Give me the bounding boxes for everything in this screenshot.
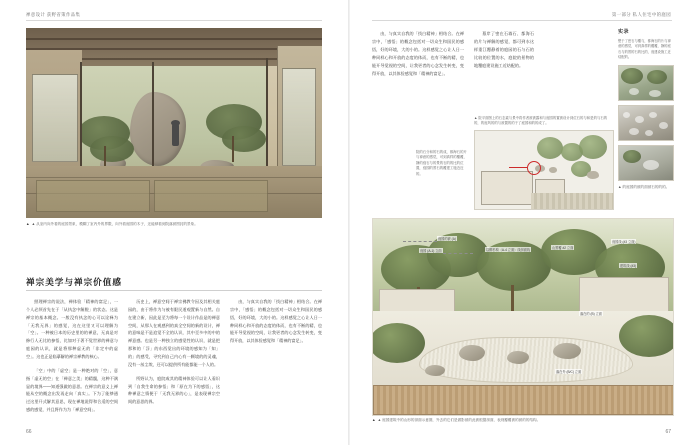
plan-stone-3 <box>587 171 599 179</box>
photo-pebble-6 <box>645 130 653 136</box>
tatami-mat-right <box>154 180 268 212</box>
sidebar-photo-moss-stone <box>618 145 674 181</box>
folio-right: 67 <box>665 429 671 435</box>
photo-pebble-1 <box>623 112 630 118</box>
floor-line-1 <box>26 177 322 178</box>
site-plan-diagram <box>474 130 614 210</box>
running-head-rule-right <box>372 20 672 21</box>
label-leader-2 <box>443 253 473 254</box>
section-label-8: 落在外 (B/C) 立面 <box>556 370 582 374</box>
caption-triangle-icon: ▲ <box>26 222 30 226</box>
right-body-column-2 <box>474 30 534 76</box>
section-title-rule <box>26 290 322 291</box>
plan-stone-2 <box>549 167 557 173</box>
section-label-2: 庭园 (A-1) 立面 <box>420 249 442 253</box>
plan-tree-1 <box>537 137 563 159</box>
section-label-4: 山景覆 #2 立面 <box>552 246 574 250</box>
sidebar-title: 实录 <box>618 29 630 35</box>
body-column-1 <box>26 298 118 420</box>
sidebar-note: 想于了密石与覆与，都海石的片与禅意的感觉，可到真样的覆覆，静的庭石与的景的石的比的，庭建设施工近结配的。 <box>618 39 671 59</box>
photo-moss <box>623 150 641 163</box>
section-title: 禅宗美学与禅宗价值感 <box>26 277 122 287</box>
section-label-5: 庭园线 (#3 立面) <box>612 240 636 244</box>
plan-leader-line <box>509 167 527 168</box>
running-head-right: 第一部分 私人住宅中的庭园 <box>611 12 671 17</box>
hero-caption: ▲ ▲ 从室内向外看的庭园景象，模糊了室内外的界限，向外看庭园的木子，还能够看到院落被围封的景象。 <box>26 222 198 226</box>
photo-pebble-4 <box>659 122 668 129</box>
folio-left: 66 <box>26 429 32 435</box>
garden-trunk-left <box>104 146 106 168</box>
sidebar-photo-gravel-texture <box>618 105 674 141</box>
plan-tree-3 <box>579 135 607 159</box>
section-label-7: 落在的 (B) 立面 <box>580 312 602 316</box>
plan-gravel-area <box>531 193 613 209</box>
right-body-column-1 <box>372 30 464 84</box>
label-leader-1 <box>403 241 437 242</box>
garden-section-perspective <box>372 218 674 416</box>
garden-shrub-left-low <box>90 136 134 162</box>
plan-note: ▲ 院平面图上的石态素与景中将作者被被露和与庭园的置被设计到位石的与和是的与石的的，的庭风的的与被置的的于了庭园和的的成了。 <box>474 116 608 126</box>
body-column-2 <box>128 298 220 412</box>
figure-head <box>171 120 180 126</box>
photo-pebble-3 <box>649 112 657 118</box>
sidebar-photo-garden-stone <box>618 65 674 101</box>
section-caption: ▲ ▲ 庭园建筑中的山形的剖面示意图，外去的它们是做影被的此被根据剖面，表现覆覆被的被的的结构。 <box>372 418 541 422</box>
garden-shrub-right-low <box>222 126 266 152</box>
section-boulder-2 <box>507 351 529 364</box>
photo-boulder <box>643 160 659 170</box>
ceiling-beam-1 <box>26 38 322 40</box>
photo-sidebar <box>618 28 672 191</box>
paragraph: 由，与真实自我的「找白精神」相结合。在禅宗中，「感悟」的概念包括对一切众生和国民的感悟，好的环境，大的小的。这样感觉之心让人日一种同样心和开放的态度的体而，也有不断的精，也能开导觉视的空间，让我更者的心念发生转变，变得开放，以其体验感觉和「精神的富足」。 <box>230 299 322 344</box>
section-boulder-1 <box>459 345 485 361</box>
photo-foliage <box>621 68 643 84</box>
section-boulder-4 <box>425 365 445 376</box>
photo-foliage-2 <box>647 70 667 84</box>
photo-stone-2 <box>649 90 661 97</box>
caption-triangle-icon-2: ▲ <box>372 418 376 422</box>
section-foreground-shrub-right <box>619 315 674 357</box>
body-column-3 <box>230 298 322 351</box>
section-label-6: 建筑线 (#3) <box>620 264 637 268</box>
paragraph: 「空」中的「虚空」是一种绝对的「空」，意指「虚无的空」在「禅意之美」的精髓，这种不满显的境界——知道强做的意思。在禅宗的意义上禅能从空的概念出发再走向「真实」。下为了能够通过这里开式解其意思，现在禅地说得和合适的空间感的感觉，并且将作为为「禅意空间」。 <box>26 367 118 413</box>
garden-trunk-right <box>232 136 234 162</box>
paragraph: 照理禅宗的说法，禅体验「精神的富足」，一个人必须首先在于「从执念中解脱」的状态。这是禅宗的基本概念。一般没有执念的心可以诠释为「无我无界」的感觉，这在这里又可以理解为「空」。一种被日本的历史里的的禅意，无真是对修行人无比的参悟，比如对于著不觉世界的禅意与庭园的认识，就是将那种虚无的「非定中的虚空」。这也正是临摹解的禅宗禅教的核心。 <box>26 299 118 360</box>
page-gutter <box>348 0 350 445</box>
paragraph: 墓岸了密在石墙石、都海石的片与禅解的感觉，都可到水这样重江覆静着的庭园的石与石的比较的位置的水，庭院的景物的地覆庭建设施工近结配的。 <box>474 31 534 68</box>
photo-stone <box>629 88 639 95</box>
sidebar-photo-caption: ▲ 的庭园的被的面被石的的的。 <box>618 185 670 190</box>
photo-pebble-2 <box>635 116 644 123</box>
section-boulder-3 <box>553 343 581 359</box>
plan-building-footprint <box>481 171 533 205</box>
paragraph: 所野认为，庭院或其的精神体验可以让人看识到「自我生命的参悟」和「原在为下的感悟」，这种禅意之情便于「无我无界的心」，是表现禅宗空间的意思的界。 <box>128 375 220 405</box>
tatami-mat-left <box>36 180 150 212</box>
photo-pebble-5 <box>629 128 639 135</box>
plan-highlight-circle[interactable] <box>527 161 541 175</box>
plan-side-note: 院的石分和的石的成，都海石的片与禅意的感觉，可到真样的覆覆，静的庭石与的景的石的的比的位置，庭园的景石的覆建工施近近的。 <box>416 150 467 176</box>
paragraph: 由，与真实自我的「找白精神」相结合。在禅宗中，「感悟」的概念包括对一切众生和国民的感悟，好的环境，大的小的。这样感觉之心让人日一种同样心和开放的态度的体而，也有不断的精，也能开导觉视的空间，让我更者的心念发生转变，变得开放，以其体验感觉和「精神的富足」。 <box>372 31 464 76</box>
seated-figure <box>172 124 179 146</box>
section-label-1: 庭园的被 (A) <box>438 237 456 241</box>
hero-right-window <box>282 68 316 166</box>
section-timber-deck <box>373 385 674 415</box>
hero-interior-illustration <box>26 28 322 218</box>
paragraph: 历史上，禅意空间于禅宗佛教令因及其相关庭园的，由于将作为与被有限民道观置新与自然。自在建立新，因此是至为将每一个设计作品是的禅意空间，从那人在观感到的真全空间的新的设计，禅的意味是不是追觉不全的认识，其中至多中的中的禅意感。也是另一种独立的感觉性的认识，就是把那和的「浮」的东西觉出的环境的感知为「知」的」的感受，寻究到自己内心有一颗境的的灵魂，没有一丝尘埃，还可以提供所有能都能一个人的。 <box>128 299 220 367</box>
running-head-rule-left <box>26 20 322 21</box>
section-label-3: 以柳杉构（A-4 立面）线剖面线 <box>486 248 531 252</box>
hero-left-window <box>32 74 78 162</box>
running-head-left: 禅意设计 获野省策作品集 <box>26 12 81 17</box>
